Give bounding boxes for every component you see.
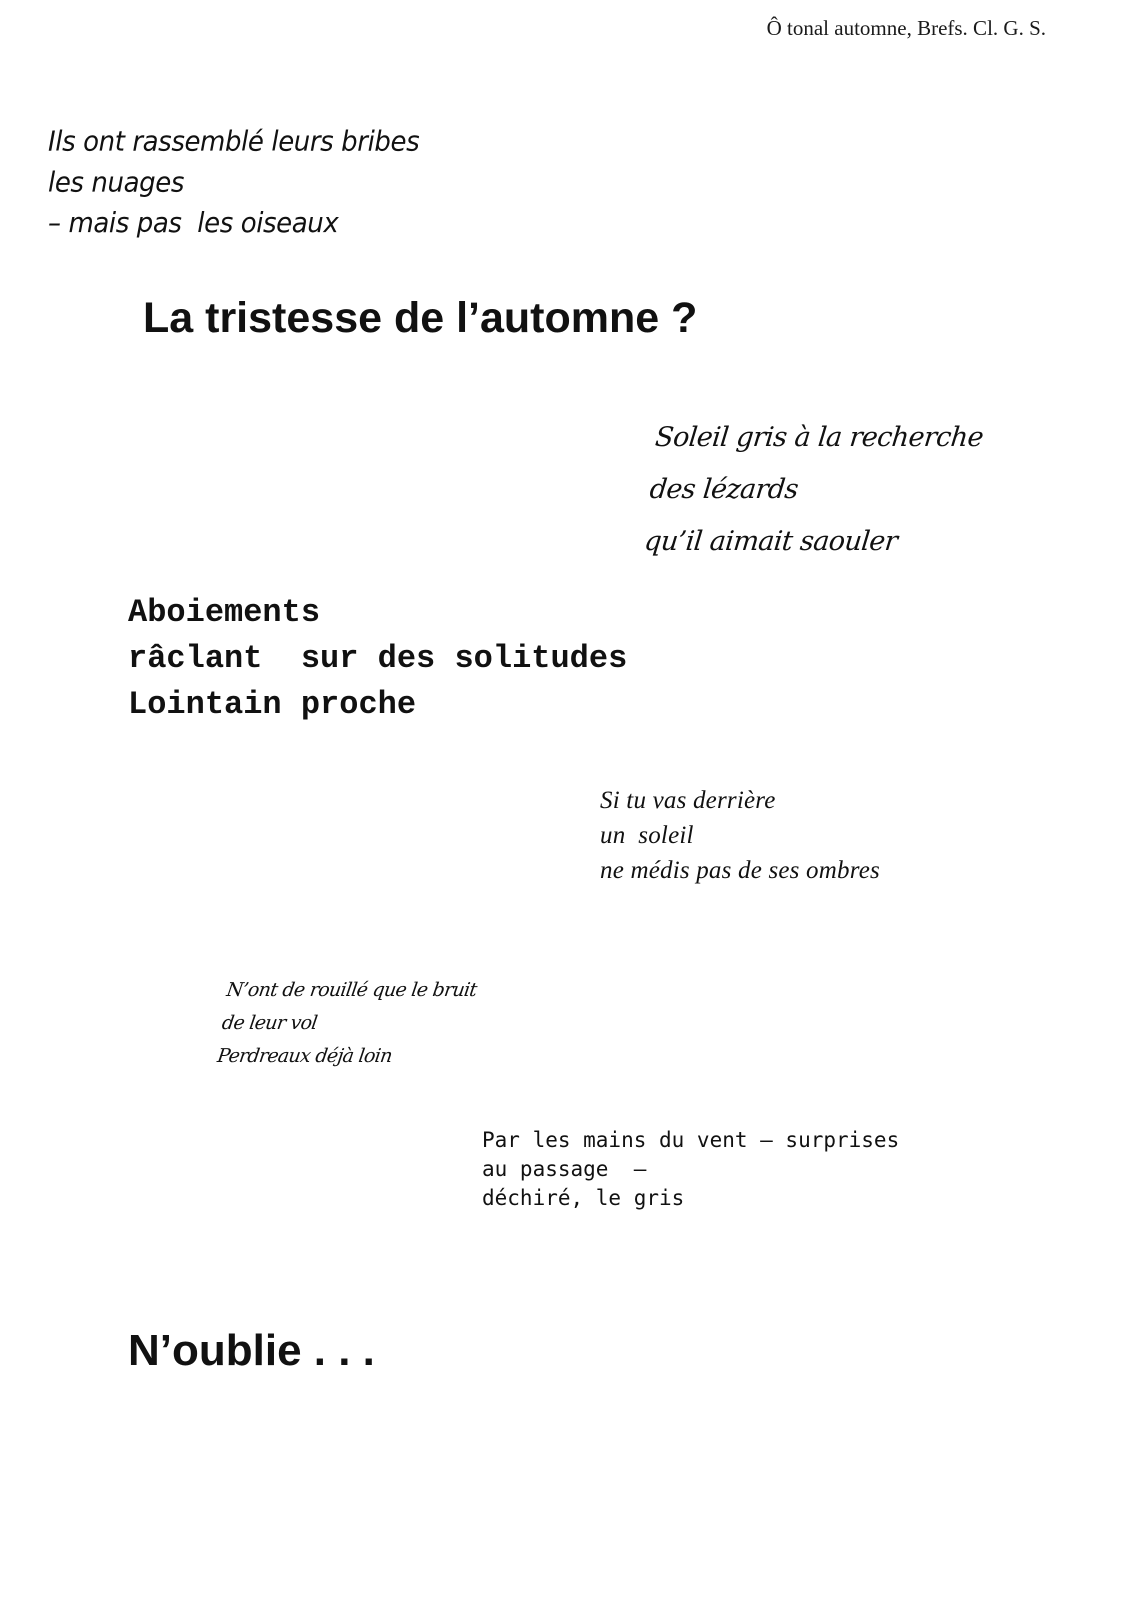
poem-line: Si tu vas derrière <box>600 787 776 814</box>
poem-grey-sun <box>642 412 986 568</box>
poem-line: au passage – <box>482 1157 647 1181</box>
poem-line: Ils ont rassemblé leurs bribes <box>48 126 420 158</box>
poem-line: Aboiements <box>128 594 321 631</box>
poem-partridges <box>215 974 479 1073</box>
closing-heading: N’oublie . . . <box>128 1326 375 1375</box>
poem-clouds <box>48 122 419 245</box>
poem-line: Perdreaux déjà loin <box>215 1045 394 1067</box>
poem-line: ne médis pas de ses ombres <box>600 857 880 884</box>
poem-line: les nuages <box>48 167 184 199</box>
poem-line: déchiré, le gris <box>482 1186 685 1210</box>
poem-line: un soleil <box>600 822 694 849</box>
poem-line: Lointain proche <box>128 686 417 723</box>
author-credit: Ô tonal automne, Brefs. Cl. G. S. <box>766 16 1046 40</box>
page-title: La tristesse de l’automne ? <box>143 294 698 342</box>
poem-line: qu’il aimait saouler <box>642 526 899 557</box>
poem-shadows <box>600 783 880 888</box>
poem-barking <box>128 590 627 728</box>
poem-line: Par les mains du vent – surprises <box>482 1128 900 1152</box>
poem-line: – mais pas les oiseaux <box>48 208 339 240</box>
poem-line: N’ont de rouillé que le bruit <box>225 979 478 1001</box>
poem-line: Soleil gris à la recherche <box>653 422 985 453</box>
poem-wind <box>482 1126 899 1213</box>
poem-line: râclant sur des solitudes <box>128 640 628 677</box>
poem-line: des lézards <box>648 474 800 505</box>
poem-line: de leur vol <box>220 1012 319 1034</box>
